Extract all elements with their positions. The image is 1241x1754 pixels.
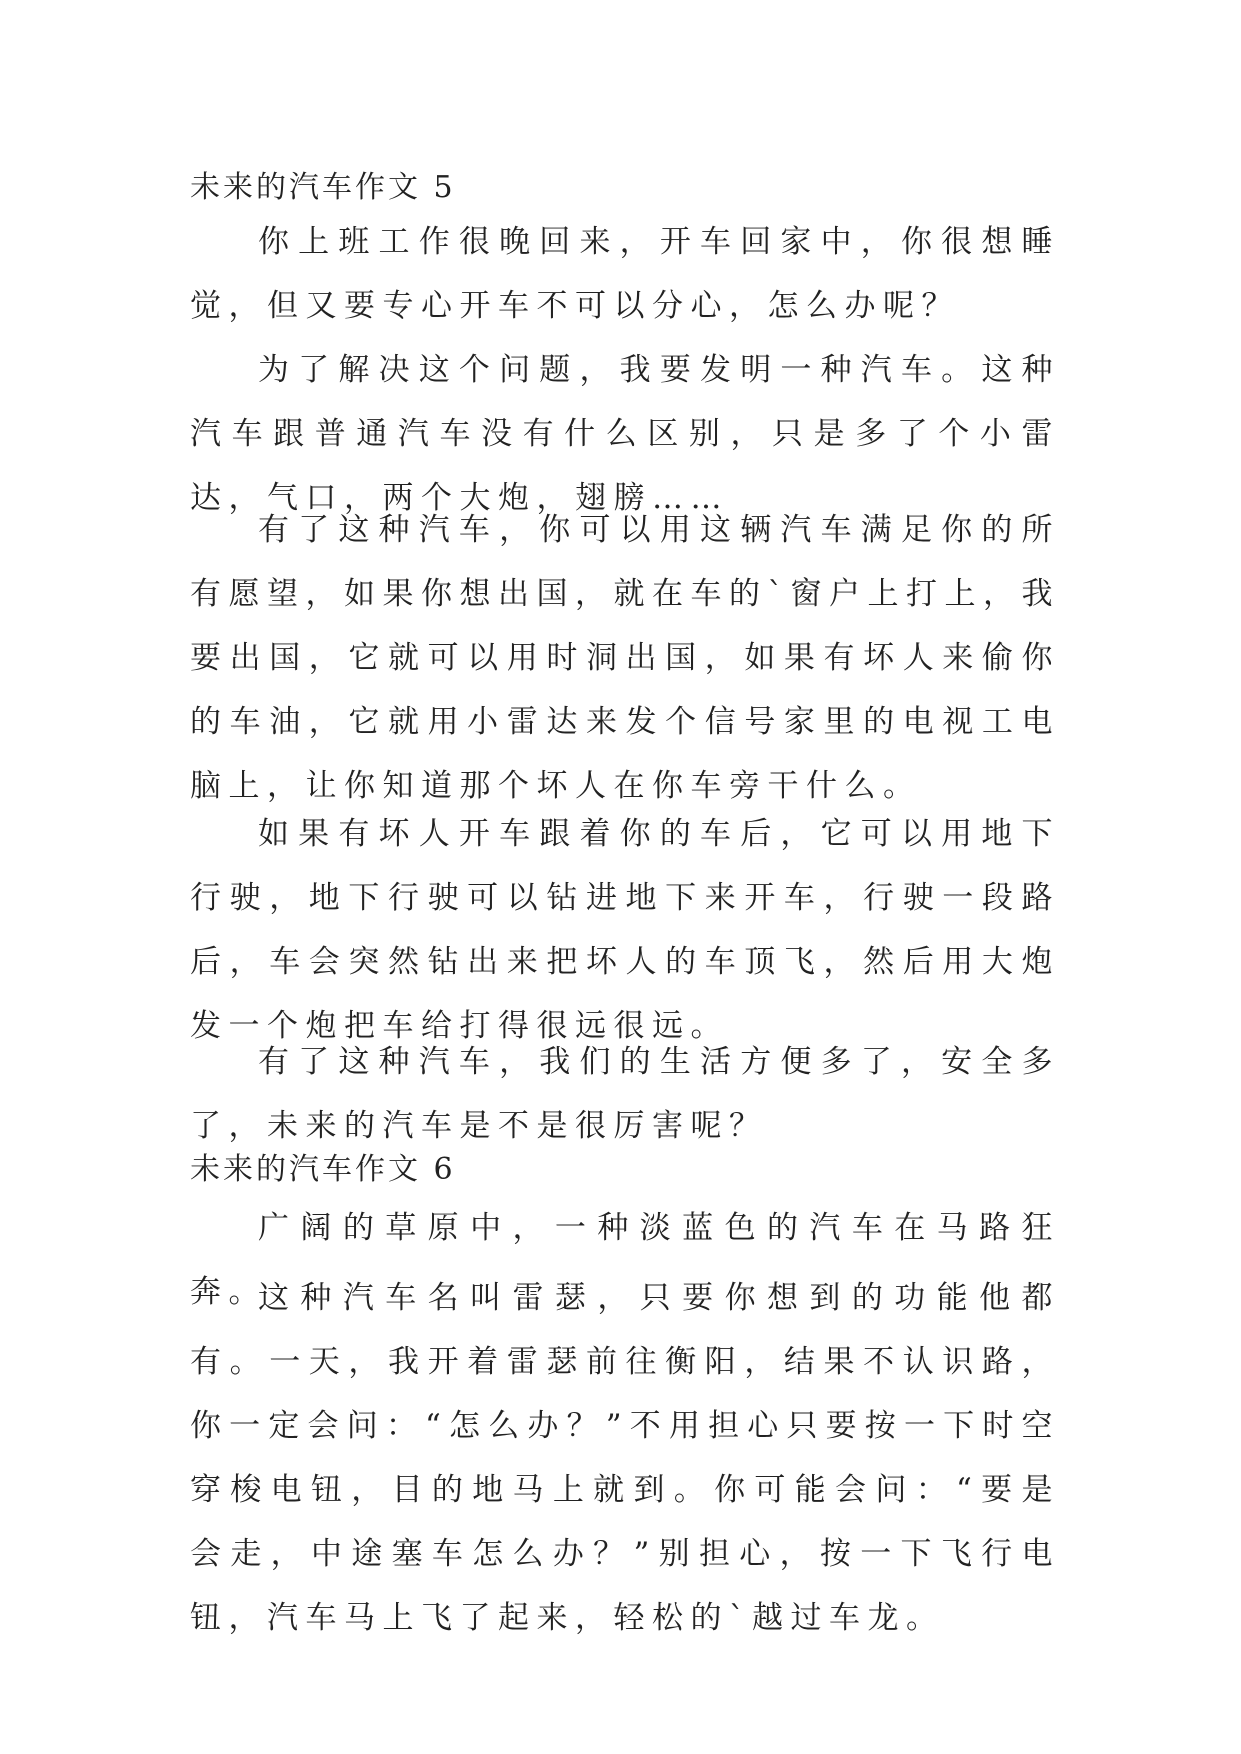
essay-5-paragraph: 为了解决这个问题，我要发明一种汽车。这种汽车跟普通汽车没有什么区别，只是多了个小雷达，气口，两个大炮，翅膀…… [190, 352, 1060, 516]
essay-5-paragraph: 如果有坏人开车跟着你的车后，它可以用地下行驶，地下行驶可以钻进地下来开车，行驶一段路后，车会突然钻出来把坏人的车顶飞，然后用大炮发一个炮把车给打得很远很远。 [190, 816, 1060, 1044]
essay-6-title: 未来的汽车作文 6 [190, 1152, 456, 1187]
essay-6-paragraph: 广阔的草原中，一种淡蓝色的汽车在马路狂奔。 [190, 1210, 1060, 1310]
essay-5-title: 未来的汽车作文 5 [190, 170, 456, 205]
essay-5-paragraph: 你上班工作很晚回来，开车回家中，你很想睡觉，但又要专心开车不可以分心，怎么办呢？ [190, 224, 1060, 324]
essay-5-paragraph: 有了这种汽车，我们的生活方便多了，安全多了，未来的汽车是不是很厉害呢？ [190, 1044, 1060, 1144]
essay-5-paragraph: 有了这种汽车，你可以用这辆汽车满足你的所有愿望，如果你想出国，就在车的`窗户上打上，我要出国，它就可以用时洞出国，如果有坏人来偷你的车油，它就用小雷达来发个信号家里的电视工电脑上，让你知道那个坏人在你车旁干什么。 [190, 512, 1060, 804]
essay-6-paragraph: 这种汽车名叫雷瑟，只要你想到的功能他都有。一天，我开着雷瑟前往衡阳，结果不认识路，你一定会问：“怎么办？”不用担心只要按一下时空穿梭电钮，目的地马上就到。你可能会问：“要是会走，中途塞车怎么办？”别担心，按一下飞行电钮，汽车马上飞了起来，轻松的`越过车龙。 [190, 1280, 1060, 1636]
